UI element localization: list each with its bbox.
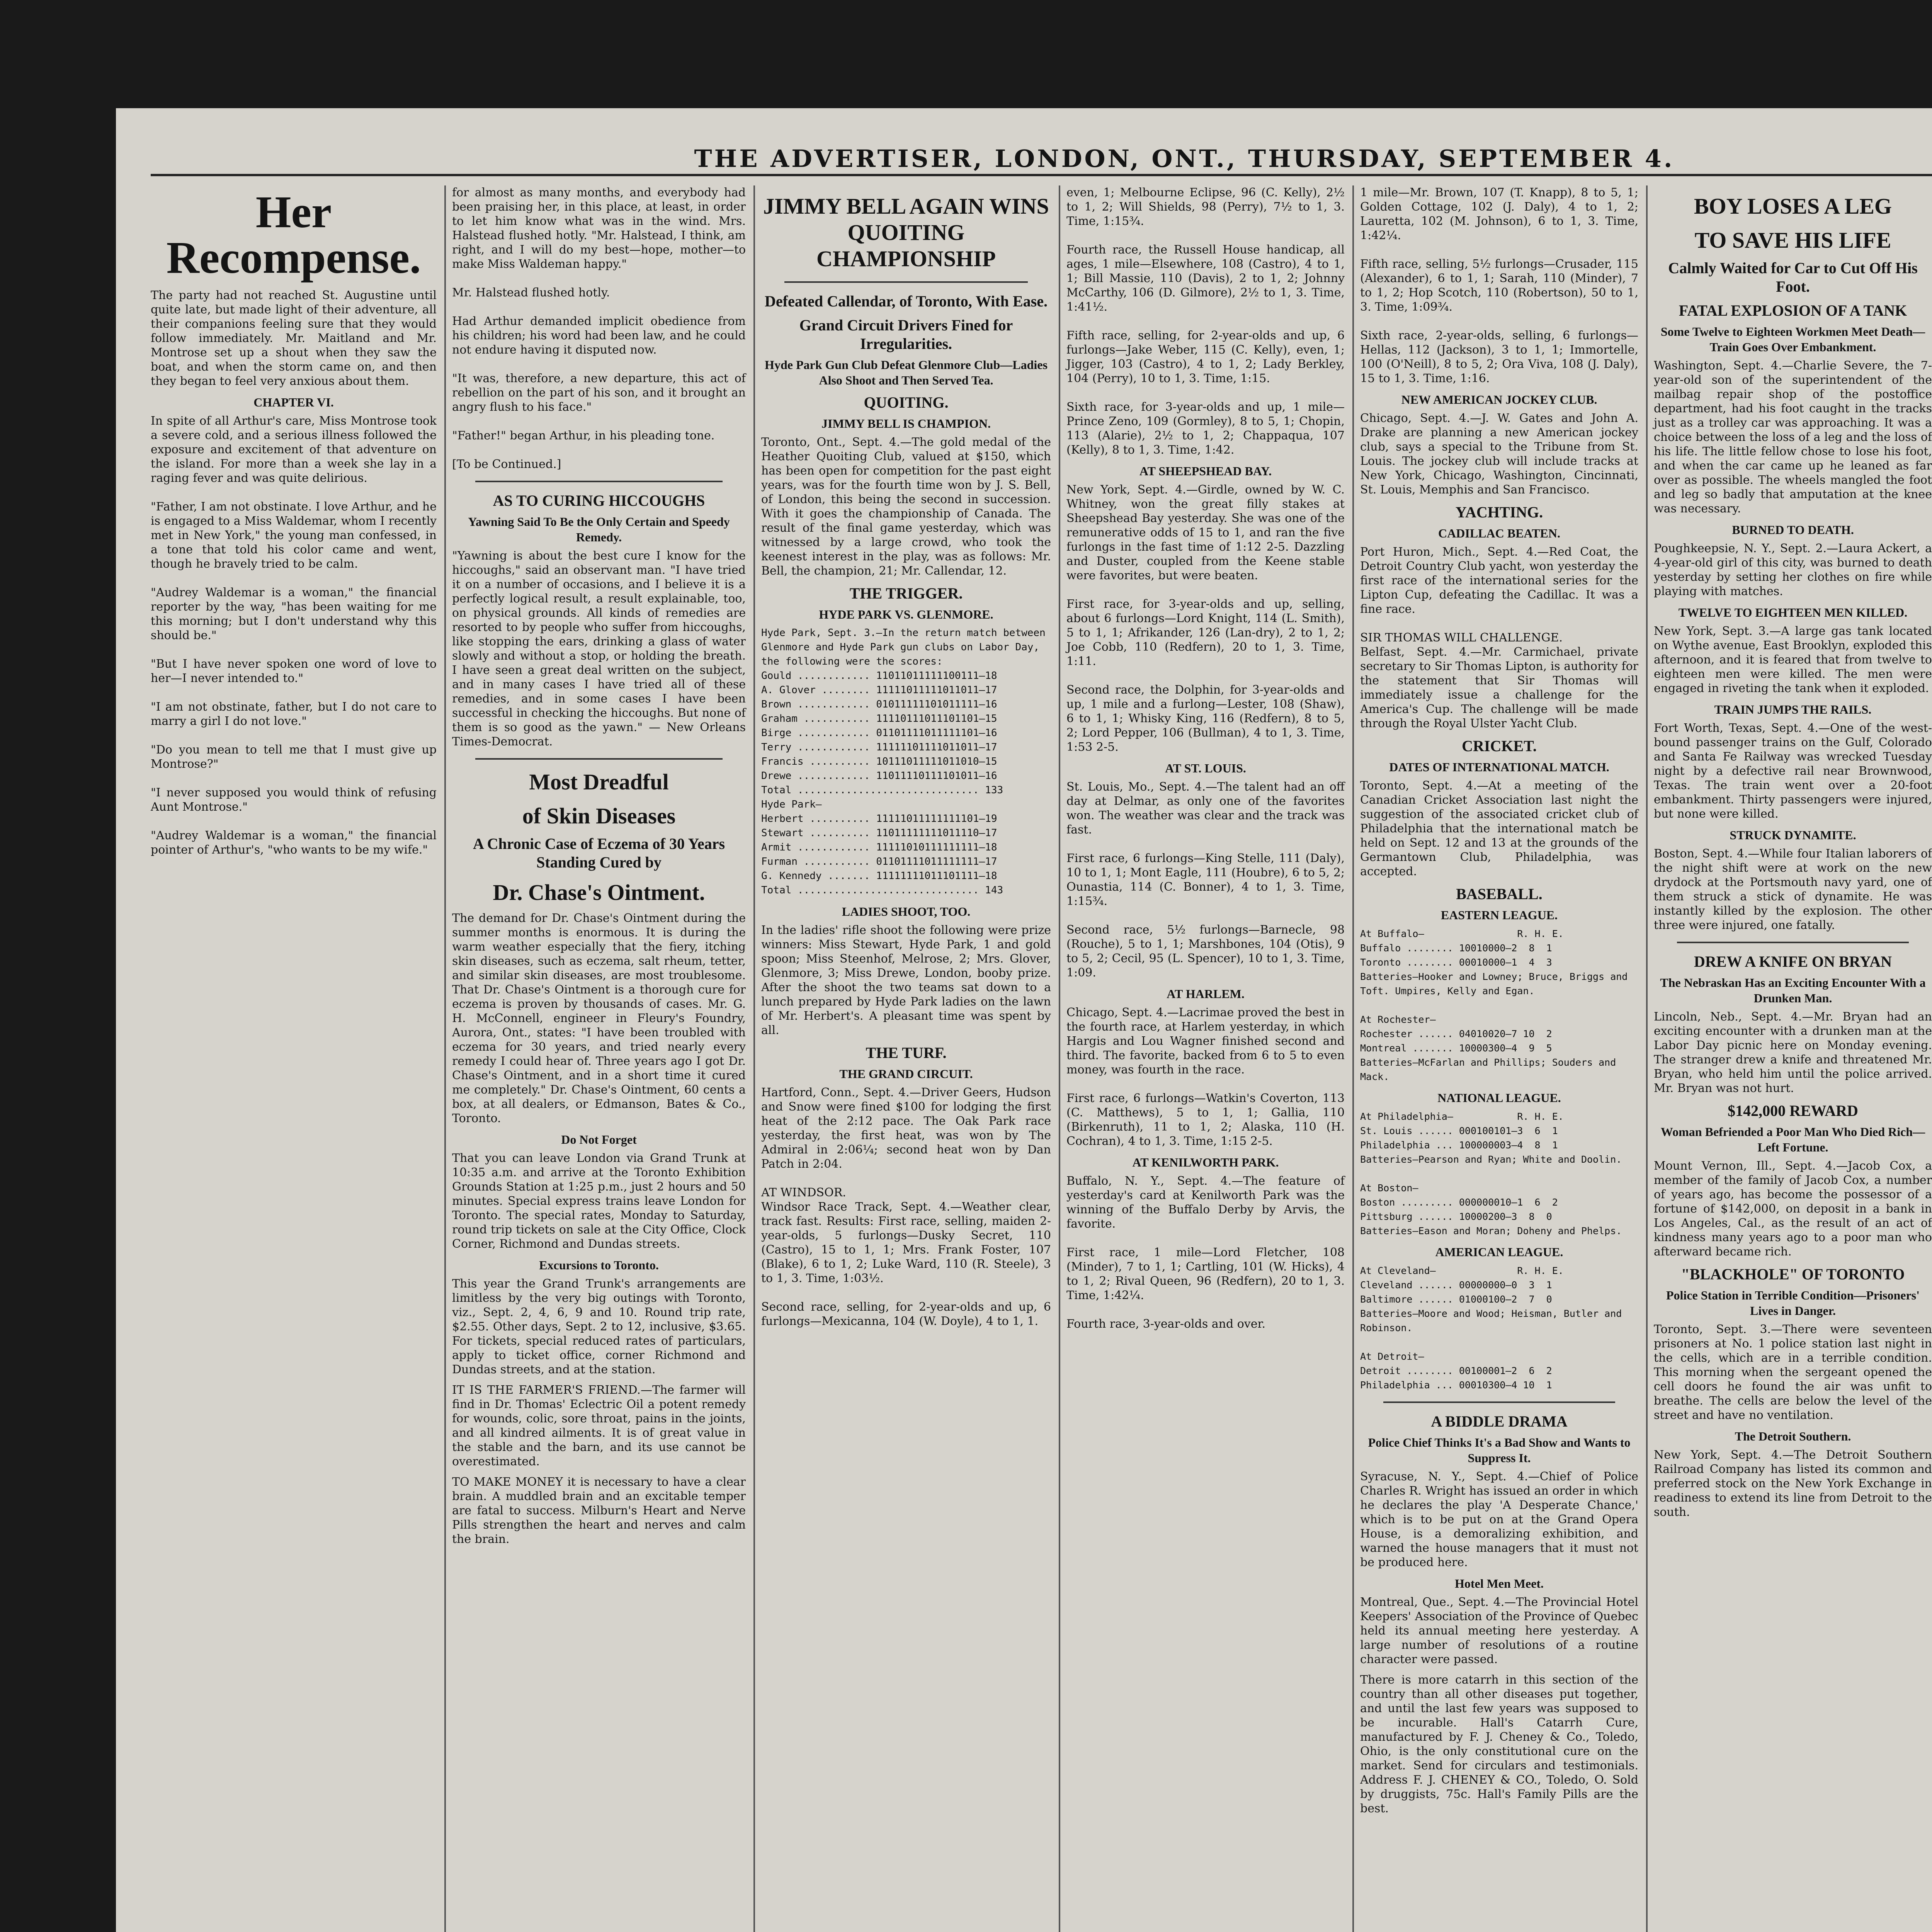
turf-headline: THE TURF. [866,1044,947,1061]
bryan-headline: DREW A KNIFE ON BRYAN [1694,953,1892,970]
dynamite-body: Boston, Sept. 4.—While four Italian laborers of the night shift were at work on the new drydock at the Portsmouth navy yard, one of them struck a stick of dynamite. He was instantly killed by the explosion. The other three were injured, one fatally. [1654,847,1932,932]
quoiting-headline: QUOITING. [864,394,949,411]
blackhole-body: Toronto, Sept. 3.—There were seventeen prisoners at No. 1 police station last night in the cells, which are in a terrible condition. This morning when the sergeant opened the cell doors he found the air was unfit to breathe. The cells are below the level of the street and have no ventilation. [1654,1323,1932,1422]
column-rule [1352,185,1354,1932]
reward-subhead: Woman Befriended a Poor Man Who Died Rich—Left Fortune. [1660,1125,1925,1154]
chase-product-name: Dr. Chase's Ointment. [493,880,705,905]
column-rule [1646,185,1648,1932]
national-league-scores: At Philadelphia— R. H. E. St. Louis ...... 000100101—3 6 1 Philadelphia ... 100000003—4 8 1 Batteries—Pearson and Ryan; White and Doolin. At Boston— Boston ......... 000000010—1 6 2 Pittsburg ...... 10000200—3 8 0 Batteries—Eason and Moran; Doheny and Phelps. [1360,1111,1622,1236]
biddle-body: Syracuse, N. Y., Sept. 4.—Chief of Police Charles R. Wright has issued an order in which he declares the play 'A Desperate Chance,' which is to be put on at the Grand Opera House, is a demoralizing exhibition, and warned the house managers that it must not be produced here. [1360,1470,1642,1569]
biddle-headline: A BIDDLE DRAMA [1431,1413,1568,1430]
harlem-headline: AT HARLEM. [1167,987,1245,1001]
excursion-body: This year the Grand Trunk's arrangements are limitless by the very big outings with Toronto, viz., Sept. 2, 4, 6, 9 and 10. Round trip rate, $2.55. Other days, Sept. 2 to 12, inclusive, $3.65. For tickets, special reduced rates of particulars, apply to ticket office, corner Richmond and Dundas streets, and at the station. [452,1277,750,1376]
quoiting-subhead: JIMMY BELL IS CHAMPION. [821,417,991,430]
jockey-headline: NEW AMERICAN JOCKEY CLUB. [1401,393,1597,406]
money-body: TO MAKE MONEY it is necessary to have a clear brain. A muddled brain and an excitable temper are fatal to success. Milburn's Heart and Nerve Pills strengthen the heart and nerves and calm the brain. [452,1475,750,1546]
sheepshead-headline: AT SHEEPSHEAD BAY. [1139,464,1272,478]
yachting-headline: YACHTING. [1455,503,1543,521]
story-intro: The party had not reached St. Augustine until quite late, but made light of their adventure, all their companions feeling sure that they would follow immediately. Mr. Maitland and Mr. Montrose set up a shout when they saw the boat, and when the storm came on, and then they began to feel very anxious about them. [151,289,440,388]
explosion-subhead: FATAL EXPLOSION OF A TANK [1679,302,1907,319]
catarrh-ad: There is more catarrh in this section of the country than all other diseases put together, and until the last few years was supposed to be incurable. Hall's Catarrh Cure, manufactured by F. J. Cheney & Co., Toledo, Ohio, is the only constitutional cure on the market. Send for circulars and testimonials. Address F. J. CHENEY & CO., Toledo, O. Sold by druggists, 75c. Hall's Family Pills are the best. [1360,1673,1642,1815]
national-league-subhead: NATIONAL LEAGUE. [1437,1091,1561,1105]
burned-headline: BURNED TO DEATH. [1732,523,1854,537]
column-5 [1360,185,1642,1932]
excursion-headline: Excursions to Toronto. [539,1258,659,1272]
bryan-body: Lincoln, Neb., Sept. 4.—Mr. Bryan had an exciting encounter with a drunken man at the Labor Day picnic here on Monday evening. The stranger drew a knife and threatened Mr. Bryan, who held him until the police arrived. Mr. Bryan was not hurt. [1654,1010,1932,1095]
detroit-body: New York, Sept. 4.—The Detroit Southern Railroad Company has listed its common and preferred stock on the New York Exchange in readiness to extend its line from Detroit to the south. [1654,1448,1932,1519]
kenilworth-headline: AT KENILWORTH PARK. [1132,1155,1279,1169]
trigger-subhead: HYDE PARK VS. GLENMORE. [819,607,993,621]
hiccough-headline: AS TO CURING HICCOUGHS [493,492,705,509]
bryan-subhead: The Nebraskan Has an Exciting Encounter With a Drunken Man. [1660,976,1926,1005]
stlouis-headline: AT ST. LOUIS. [1165,761,1246,775]
hiccough-subhead: Yawning Said To Be the Only Certain and Speedy Remedy. [468,515,730,544]
detroit-headline: The Detroit Southern. [1735,1429,1851,1443]
divider [1677,942,1909,943]
newspaper-page [116,108,1932,1932]
main-subhead-1: Defeated Callendar, of Toronto, With Ease. [765,293,1048,310]
biddle-subhead: Police Chief Thinks It's a Bad Show and Wants to Suppress It. [1368,1435,1631,1465]
chase-headline-1: Most Dreadful [529,769,669,794]
hotel-headline: Hotel Men Meet. [1454,1577,1544,1590]
blackhole-subhead: Police Station in Terrible Condition—Prisoners' Lives in Danger. [1666,1288,1920,1318]
cricket-subhead: DATES OF INTERNATIONAL MATCH. [1389,760,1609,774]
farmer-body: IT IS THE FARMER'S FRIEND.—The farmer will find in Dr. Thomas' Eclectric Oil a potent remedy for wounds, colic, sore throat, pains in the joints, and all kindred ailments. It is of great value in the stable and the barn, and its use cannot be overestimated. [452,1383,750,1468]
explosion-subhead-2: Some Twelve to Eighteen Workmen Meet Death—Train Goes Over Embankment. [1660,325,1925,354]
train-body: Fort Worth, Texas, Sept. 4.—One of the west-bound passenger trains on the Gulf, Colorado and Santa Fe Railway was wrecked Tuesday night by a defective rail near Brownwood, Texas. The train went over a 20-foot embankment. Thirty passengers were injured, but none were killed. [1654,721,1932,821]
divider [475,481,723,482]
train-headline: TRAIN JUMPS THE RAILS. [1714,702,1872,716]
blackhole-headline: "BLACKHOLE" OF TORONTO [1681,1265,1905,1283]
story-body: In spite of all Arthur's care, Miss Montrose took a severe cold, and a serious illness followed the exposure and excitement of that adventure on the island. For more than a week she lay in a raging fever and was quite delirious. "Father, I am not obstinate. I love Arthur, and he is engaged to a Miss Waldemar, whom I recently met in New York," the young man confessed, in a tone that told his color came and went, though he bravely tried to be calm. "Audrey Waldemar is a woman," the financial reporter by the way, "has been waiting for me this morning; but I don't understand why this should be." "But I have never spoken one word of love to her—I never intended to." "I am not obstinate, father, but I do not care to marry a girl I do not love." "Do you mean to tell me that I must give up Montrose?" "I never supposed you would think of refusing Aunt Montrose." "Audrey Waldemar is a woman," the financial pointer of Arthur's, "who wants to be my wife." [151,414,437,857]
eastern-league-scores: At Buffalo— R. H. E. Buffalo ........ 10010000—2 8 1 Toronto ........ 00010000—1 4 3 Batteries—Hooker and Lowney; Bruce, Briggs and Toft. Umpires, Kelly and Egan. At Rochester— Rochester ...... 04010020—7 10 2 Montreal ....... 10000300—4 9 5 Batteries—McFarlan and Phillips; Souders and Mack. [1360,928,1628,1082]
column-rule [1059,185,1060,1932]
cricket-body: Toronto, Sept. 4.—At a meeting of the Canadian Cricket Association last night the suggestion of the associated cricket club of Philadelphia that the international match be held on Sept. 12 and 13 at the grounds of the Germantown Club, Philadelphia, was accepted. [1360,779,1642,878]
turf-subhead: THE GRAND CIRCUIT. [839,1067,973,1081]
ladies-headline: LADIES SHOOT, TOO. [842,905,971,918]
chapter-heading: CHAPTER VI. [253,395,334,409]
yachting-body: Port Huron, Mich., Sept. 4.—Red Coat, the Detroit Country Club yacht, won yesterday the first race of the international series for the Lipton Cup, defeating the Cadillac. It was a fine race. SIR THOMAS WILL CHALLENGE. Belfast, Sept. 4.—Mr. Carmichael, private secretary to Sir Thomas Lipton, is authority for the statement that Sir Thomas will immediately issue a challenge for the America's Cup. The challenge will be made through the Royal Ulster Yacht Club. [1360,545,1638,730]
column-6 [1654,185,1932,1932]
reward-body: Mount Vernon, Ill., Sept. 4.—Jacob Cox, a member of the family of Jacob Cox, a number of years ago, has become the possessor of a fortune of $142,000, on deposit in a bank in Los Angeles, Cal., as the result of an act of kindness many years ago to a poor man who afterward became rich. [1654,1159,1932,1259]
chase-headline-2: of Skin Diseases [522,803,676,828]
boy-body: Washington, Sept. 4.—Charlie Severe, the 7-year-old son of the superintendent of the mailbag repair shop of the postoffice department, had his foot caught in the tracks just as a trolley car was approaching. It was a choice between the loss of a leg and the loss of his life. The little fellow chose to lose his foot, and when the car came up he leaned as far over as possible. The wheels mangled the foot and leg so badly that amputation at the knee was necessary. [1654,359,1932,515]
boy-subhead: Calmly Waited for Car to Cut Off His Foot. [1668,259,1918,295]
story-continued: for almost as many months, and everybody had been praising her, in this place, at least, in order to let him know what was in the wind. Mrs. Halstead flushed hotly. "Mr. Halstead, I think, am right, and I will do my best—hope, mother—to make Miss Waldeman happy." Mr. Halstead flushed hotly. Had Arthur demanded implicit obedience from his children; his word had been law, and he could not endure having it disputed now. "It was, therefore, a new departure, this act of rebellion on the part of his son, and it brought an angry flush to his face." "Father!" began Arthur, in his pleading tone. [To be Continued.] [452,186,746,471]
turf-body: Hartford, Conn., Sept. 4.—Driver Geers, Hudson and Snow were fined $100 for lodging the first heat of the 2:12 pace. The Oak Park race yesterday, the first heat, was won by The Admiral in 2:06¼; second heat won by Dan Patch in 2:04. AT WINDSOR. Windsor Race Track, Sept. 4.—Weather clear, track fast. Results: First race, selling, maiden 2-year-olds, 5 furlongs—Dusky Secret, 110 (Castro), 15 to 1, 1; Mrs. Frank Foster, 107 (Blake), 6 to 1, 2; Luke Ward, 110 (R. Steele), 3 to 1, 3. Time, 1:03½. Second race, selling, for 2-year-olds and up, 6 furlongs—Mexicanna, 104 (W. Doyle), 4 to 1, 1. [761,1086,1051,1328]
eastern-league-subhead: EASTERN LEAGUE. [1440,908,1558,922]
racing-results-cont: 1 mile—Mr. Brown, 107 (T. Knapp), 8 to 5, 1; Golden Cottage, 102 (J. Daly), 4 to 1, 2; Lauretta, 102 (M. Johnson), 6 to 1, 3. Time, 1:42¼. Fifth race, selling, 5½ furlongs—Crusader, 115 (Alexander), 6 to 1, 1; Sarah, 110 (Minder), 7 to 1, 2; Hop Scotch, 110 (Robertson), 50 to 1, 3. Time, 1:09¾. Sixth race, 2-year-olds, selling, 6 furlongs—Hellas, 112 (Jackson), 3 to 1, 1; Immortelle, 100 (O'Neill), 8 to 5, 2; Ora Viva, 108 (J. Daly), 15 to 1, 3. Time, 1:16. [1360,186,1638,385]
main-subhead-3: Hyde Park Gun Club Defeat Glenmore Club—Ladies Also Shoot and Then Served Tea. [765,358,1048,387]
harlem-body: Chicago, Sept. 4.—Lacrimae proved the best in the fourth race, at Harlem yesterday, in which Hargis and Lou Wagner finished second and third. The favorite, backed from 6 to 5 to even money, was fourth in the race. First race, 6 furlongs—Watkin's Coverton, 113 (C. Matthews), 5 to 1, 1; Gallia, 110 (Birkenruth), 11 to 1, 2; Alaska, 110 (H. Cochran), 4 to 1, 3. Time, 1:15 2-5. [1066,1006,1345,1148]
twelve-body: New York, Sept. 3.—A large gas tank located on Wythe avenue, East Brooklyn, exploded this afternoon, and it is feared that from twelve to eighteen men were killed. The men were engaged in riveting the tank when it exploded. [1654,624,1932,695]
column-3 [761,185,1055,1932]
racing-results: even, 1; Melbourne Eclipse, 96 (C. Kelly), 2½ to 1, 2; Will Shields, 98 (Perry), 7½ to 1, 3. Time, 1:15¾. Fourth race, the Russell House handicap, all ages, 1 mile—Elsewhere, 108 (Castro), 4 to 1, 1; Bill Massie, 110 (Davis), 2 to 1, 2; Johnny McCarthy, 106 (D. Gilmore), 2½ to 1, 3. Time, 1:41½. Fifth race, selling, for 2-year-olds and up, 6 furlongs—Jake Weber, 115 (C. Kelly), even, 1; Jigger, 103 (Castro), 4 to 1, 2; Lady Berkley, 104 (Perry), 10 to 1, 3. Time, 1:15. Sixth race, for 3-year-olds and up, 1 mile—Prince Zeno, 109 (Gormley), 8 to 5, 1; Chopin, 113 (Alarie), 2½ to 1, 2; Chappaqua, 107 (Kelly), 8 to 1, 3. Time, 1:42. [1066,186,1345,457]
masthead-title: THE ADVERTISER, LONDON, ONT., THURSDAY, SEPTEMBER 4. [694,145,1675,173]
quoiting-body: Toronto, Ont., Sept. 4.—The gold medal of the Heather Quoiting Club, valued at $150, which has been open for competition for the past eight years, was for the fourth time won by J. S. Bell, of London, this being the second in succession. With it goes the championship of Canada. The result of the final game yesterday, which was witnessed by a large crowd, who took the keenest interest in the play, was as follows: Mr. Bell, the champion, 21; Mr. Callendar, 12. [761,435,1055,578]
twelve-headline: TWELVE TO EIGHTEEN MEN KILLED. [1678,605,1908,619]
forget-body: That you can leave London via Grand Trunk at 10:35 a.m. and arrive at the Toronto Exhibition Grounds Station at 1:25 p.m., just 2 hours and 50 minutes. Special express trains leave London for Toronto. The special rates, Monday to Saturday, round trip tickets on sale at the City Office, Clock Corner, Richmond and Dundas streets. [452,1151,750,1251]
column-1 [151,185,440,1932]
american-league-scores: At Cleveland— R. H. E. Cleveland ...... 00000000—0 3 1 Baltimore ...... 01000100—2 7 0 Batteries—Moore and Wood; Heisman, Butler and Robinson. At Detroit— Detroit ........ 00100001—2 6 2 Philadelphia ... 00010300—4 10 1 [1360,1265,1622,1391]
baseball-headline: BASEBALL. [1456,885,1543,903]
chase-body: The demand for Dr. Chase's Ointment during the summer months is enormous. It is during the warm weather especially that the fiery, itching skin diseases, such as eczema, salt rheum, tetter, and similar skin diseases, are most troublesome. That Dr. Chase's Ointment is a thorough cure for eczema is proven by thousands of cases. Mr. G. H. McConnell, engineer in Fleury's Foundry, Aurora, Ont., states: "I have been troubled with eczema for 30 years, and tried nearly every remedy I could hear of. Three years ago I got Dr. Chase's Ointment, and in a short time it cured me completely." Dr. Chase's Ointment, 60 cents a box, at all dealers, or Edmanson, Bates & Co., Toronto. [452,912,750,1125]
sheepshead-body: New York, Sept. 4.—Girdle, owned by W. C. Whitney, won the great filly stakes at Sheepshead Bay yesterday. She was one of the remunerative odds of 15 to 1, and ran the five furlongs in the fast time of 1:12 2-5. Dazzling and Duster, coupled from the Keene stable were favorites, but were beaten. First race, for 3-year-olds and up, selling, about 6 furlongs—Lord Knight, 114 (L. Smith), 5 to 1, 1; Afrikander, 126 (Lan-dry), 2 to 1, 2; Joe Cobb, 110 (Redfern), 20 to 1, 3. Time, 1:11. Second race, the Dolphin, for 3-year-olds and up, 1 mile and a furlong—Lester, 108 (Shaw), 6 to 1, 1; Whisky King, 116 (Redfern), 8 to 5, 2; Lord Pepper, 106 (Bullman), 4 to 1, 3. Time, 1:53 2-5. [1066,483,1345,754]
stlouis-body: St. Louis, Mo., Sept. 4.—The talent had an off day at Delmar, as only one of the favorites won. The weather was clear and the track was fast. First race, 6 furlongs—King Stelle, 111 (Daly), 10 to 1, 1; Mont Eagle, 111 (Houbre), 6 to 5, 2; Ounastia, 114 (C. Bonner), 4 to 1, 3. Time, 1:15¾. Second race, 5½ furlongs—Barnecle, 98 (Rouche), 5 to 1, 1; Marshbones, 104 (Otis), 9 to 5, 2; Cecil, 95 (L. Spencer), 10 to 1, 3. Time, 1:09. [1066,780,1345,980]
cricket-headline: CRICKET. [1462,737,1537,755]
column-2 [452,185,750,1932]
boy-headline-1: BOY LOSES A LEG [1694,194,1892,219]
hotel-body: Montreal, Que., Sept. 4.—The Provincial Hotel Keepers' Association of the Province of Quebec held its annual meeting here yesterday. A large number of resolutions of a routine character were passed. [1360,1595,1642,1666]
ladies-body: In the ladies' rifle shoot the following were prize winners: Miss Stewart, Hyde Park, 1 and gold spoon; Miss Steenhof, Melrose, 2; Mrs. Glover, Glenmore, 3; Miss Drewe, London, booby prize. After the shoot the two teams sat down to a lunch prepared by Hyde Park ladies on the lawn of Mr. Herbert's. A pleasant time was spent by all. [761,923,1055,1037]
burned-body: Poughkeepsie, N. Y., Sept. 2.—Laura Ackert, a 4-year-old girl of this city, was burned to death yesterday by setting her clothes on fire while playing with matches. [1654,542,1932,598]
divider [784,281,1028,283]
hiccough-body: "Yawning is about the best cure I know for the hiccoughs," said an observant man. "I have tried it on a number of occasions, and I believe it is a perfectly logical result, a result explainable, too, on physical grounds. All kinds of remedies are resorted to by people who suffer from hiccoughs, like stopping the ears, drinking a glass of water slowly and without a stop, or holding the breath. I have seen a great deal written on the subject, and in many cases I have tried all of these remedies, and in some cases I have been successful in checking the hiccoughs. But none of them is so good as the yawn." — New Orleans Times-Democrat. [452,549,750,748]
column-rule [444,185,446,1932]
divider [1383,1401,1615,1403]
chase-subhead: A Chronic Case of Eczema of 30 Years Standing Cured by [473,835,725,871]
main-subhead-2: Grand Circuit Drivers Fined for Irregularities. [799,316,1013,352]
reward-headline: $142,000 REWARD [1728,1102,1858,1119]
forget-headline: Do Not Forget [561,1133,637,1146]
jockey-body: Chicago, Sept. 4.—J. W. Gates and John A. Drake are planning a new American jockey club, says a special to the Tribune from St. Louis. The jockey club will include tracks at New York, Chicago, Washington, Cincinnati, St. Louis, Memphis and San Francisco. [1360,412,1642,497]
masthead [151,147,1932,176]
main-headline: JIMMY BELL AGAIN WINS QUOITING CHAMPIONSHIP [763,194,1049,271]
american-league-subhead: AMERICAN LEAGUE. [1435,1245,1563,1259]
trigger-headline: THE TRIGGER. [849,585,963,602]
trigger-scores: Hyde Park, Sept. 3.—In the return match between Glenmore and Hyde Park gun clubs on Labor Day, the following were the scores: Gould ............ 11011011111100111—18 A. Glover ........ 11111011111011011—17 Brown ............ 01011111101011111—16 Graham ........... 11110111011101101—15 Birge ............ 01101111011111101—16 Terry ............ 11111101111011011—17 Francis .......... 10111011111011010—15 Drewe ............ 11011110111101011—16 Total .............................. 133 Hyde Park— Herbert .......... 11111011111111101—19 Stewart .......... 11011111111011110—17 Armit ............ 11111010111111111—18 Furman ........... 01101111011111111—17 G. Kennedy ....... 11111111011101111—18 Total .............................. 143 [761,627,1046,896]
divider [475,758,723,760]
column-4 [1066,185,1345,1932]
kenilworth-body: Buffalo, N. Y., Sept. 4.—The feature of yesterday's card at Kenilworth Park was the winning of the Buffalo Derby by Arvis, the favorite. First race, 1 mile—Lord Fletcher, 108 (Minder), 7 to 1, 1; Cartling, 101 (W. Hicks), 4 to 1, 2; Rival Queen, 96 (Redfern), 20 to 1, 3. Time, 1:42¼. Fourth race, 3-year-olds and over. [1066,1174,1345,1331]
yachting-subhead: CADILLAC BEATEN. [1438,526,1560,540]
column-rule [753,185,755,1932]
dynamite-headline: STRUCK DYNAMITE. [1730,828,1856,842]
boy-headline-2: TO SAVE HIS LIFE [1694,228,1891,253]
story-headline: Her Recompense. [166,187,421,283]
